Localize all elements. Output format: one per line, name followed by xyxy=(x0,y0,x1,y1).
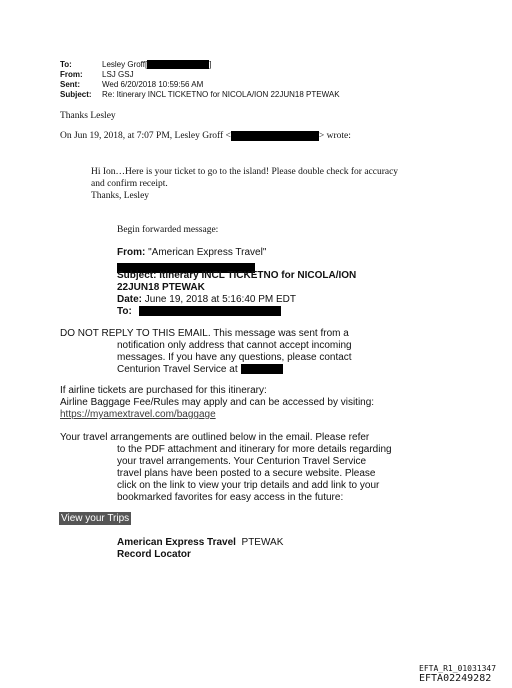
on-wrote-line xyxy=(60,130,351,142)
amex-label: American Express Travel xyxy=(117,537,236,548)
fwd-from-row xyxy=(117,247,266,260)
quoted-line-1: Hi Ion…Here is your ticket to go to the island! Please double check for accuracy xyxy=(91,167,399,177)
noreply-line-4 xyxy=(117,364,283,377)
fwd-to-label: To: xyxy=(117,306,132,317)
fwd-to-row xyxy=(117,306,281,319)
fwd-from-value: "American Express Travel" xyxy=(148,247,267,258)
to-value: Lesley Groff[ xyxy=(102,60,148,69)
amex-line xyxy=(117,537,283,550)
subject-value: Re: Itinerary INCL TICKETNO for NICOLA/ION 22JUN18 PTEWAK xyxy=(102,90,340,99)
fwd-date-value: June 19, 2018 at 5:16:40 PM EDT xyxy=(144,294,297,305)
arrangements-line-1: Your travel arrangements are outlined below in the email. Please refer xyxy=(60,432,370,443)
fwd-from-label: From: xyxy=(117,247,146,258)
view-trips-button[interactable]: View your Trips xyxy=(61,513,130,524)
record-locator: Record Locator xyxy=(117,549,191,560)
subject-label: Subject: xyxy=(60,90,92,99)
noreply-line-3: messages. If you have any questions, please contact xyxy=(117,352,352,363)
airline-line-1: If airline tickets are purchased for this itinerary: xyxy=(60,385,267,396)
footer-ref-1: EFTA_R1_01031347 xyxy=(419,664,497,673)
sent-value: Wed 6/20/2018 10:59:56 AM xyxy=(102,80,204,89)
arrangements-line-6: bookmarked favorites for easy access in the future: xyxy=(117,492,344,503)
redaction-block xyxy=(231,131,319,141)
quoted-line-3: Thanks, Lesley xyxy=(91,191,150,201)
baggage-link[interactable]: https://myamextravel.com/baggage xyxy=(60,409,216,420)
to-close: ] xyxy=(209,60,212,69)
begin-forwarded: Begin forwarded message: xyxy=(117,225,219,235)
arrangements-line-2: to the PDF attachment and itinerary for more details regarding xyxy=(117,444,392,455)
fwd-date-label: Date: xyxy=(117,294,143,305)
redaction-block xyxy=(241,364,283,374)
noreply-line-2: notification only address that cannot accept incoming xyxy=(117,340,352,351)
thanks-line: Thanks Lesley xyxy=(60,111,116,121)
fwd-subject-line-2: 22JUN18 PTEWAK xyxy=(117,282,205,293)
to-label: To: xyxy=(60,60,72,69)
header-to-row xyxy=(60,60,211,70)
redaction-block xyxy=(147,60,212,69)
from-value: LSJ GSJ xyxy=(102,70,134,79)
quoted-line-2: and confirm receipt. xyxy=(91,179,168,189)
amex-code: PTEWAK xyxy=(241,537,284,548)
arrangements-line-4: travel plans have been posted to a secure website. Please xyxy=(117,468,376,479)
header-subject-row xyxy=(60,90,340,100)
arrangements-line-3: your travel arrangements. Your Centurion Travel Service xyxy=(117,456,367,467)
footer-ref-2: EFTA02249282 xyxy=(419,673,492,684)
fwd-date-row xyxy=(117,294,296,307)
noreply-line-1: DO NOT REPLY TO THIS EMAIL. This message was sent from a xyxy=(60,328,349,339)
airline-line-2: Airline Baggage Fee/Rules may apply and can be accessed by visiting: xyxy=(60,397,375,408)
redaction-block xyxy=(139,306,281,316)
arrangements-line-5: click on the link to view your trip details and add link to your xyxy=(117,480,380,491)
on-line-start: On Jun 19, 2018, at 7:07 PM, Lesley Groff < xyxy=(60,131,231,141)
centurion-service: Centurion Travel Service at xyxy=(117,364,238,375)
header-sent-row xyxy=(60,80,203,90)
from-label: From: xyxy=(60,70,83,79)
fwd-subject-line-1: Subject: Itinerary INCL TICKETNO for NICOLA/ION xyxy=(117,270,357,281)
header-from-row xyxy=(60,70,134,80)
sent-label: Sent: xyxy=(60,80,80,89)
on-line-end: > wrote: xyxy=(318,131,351,141)
